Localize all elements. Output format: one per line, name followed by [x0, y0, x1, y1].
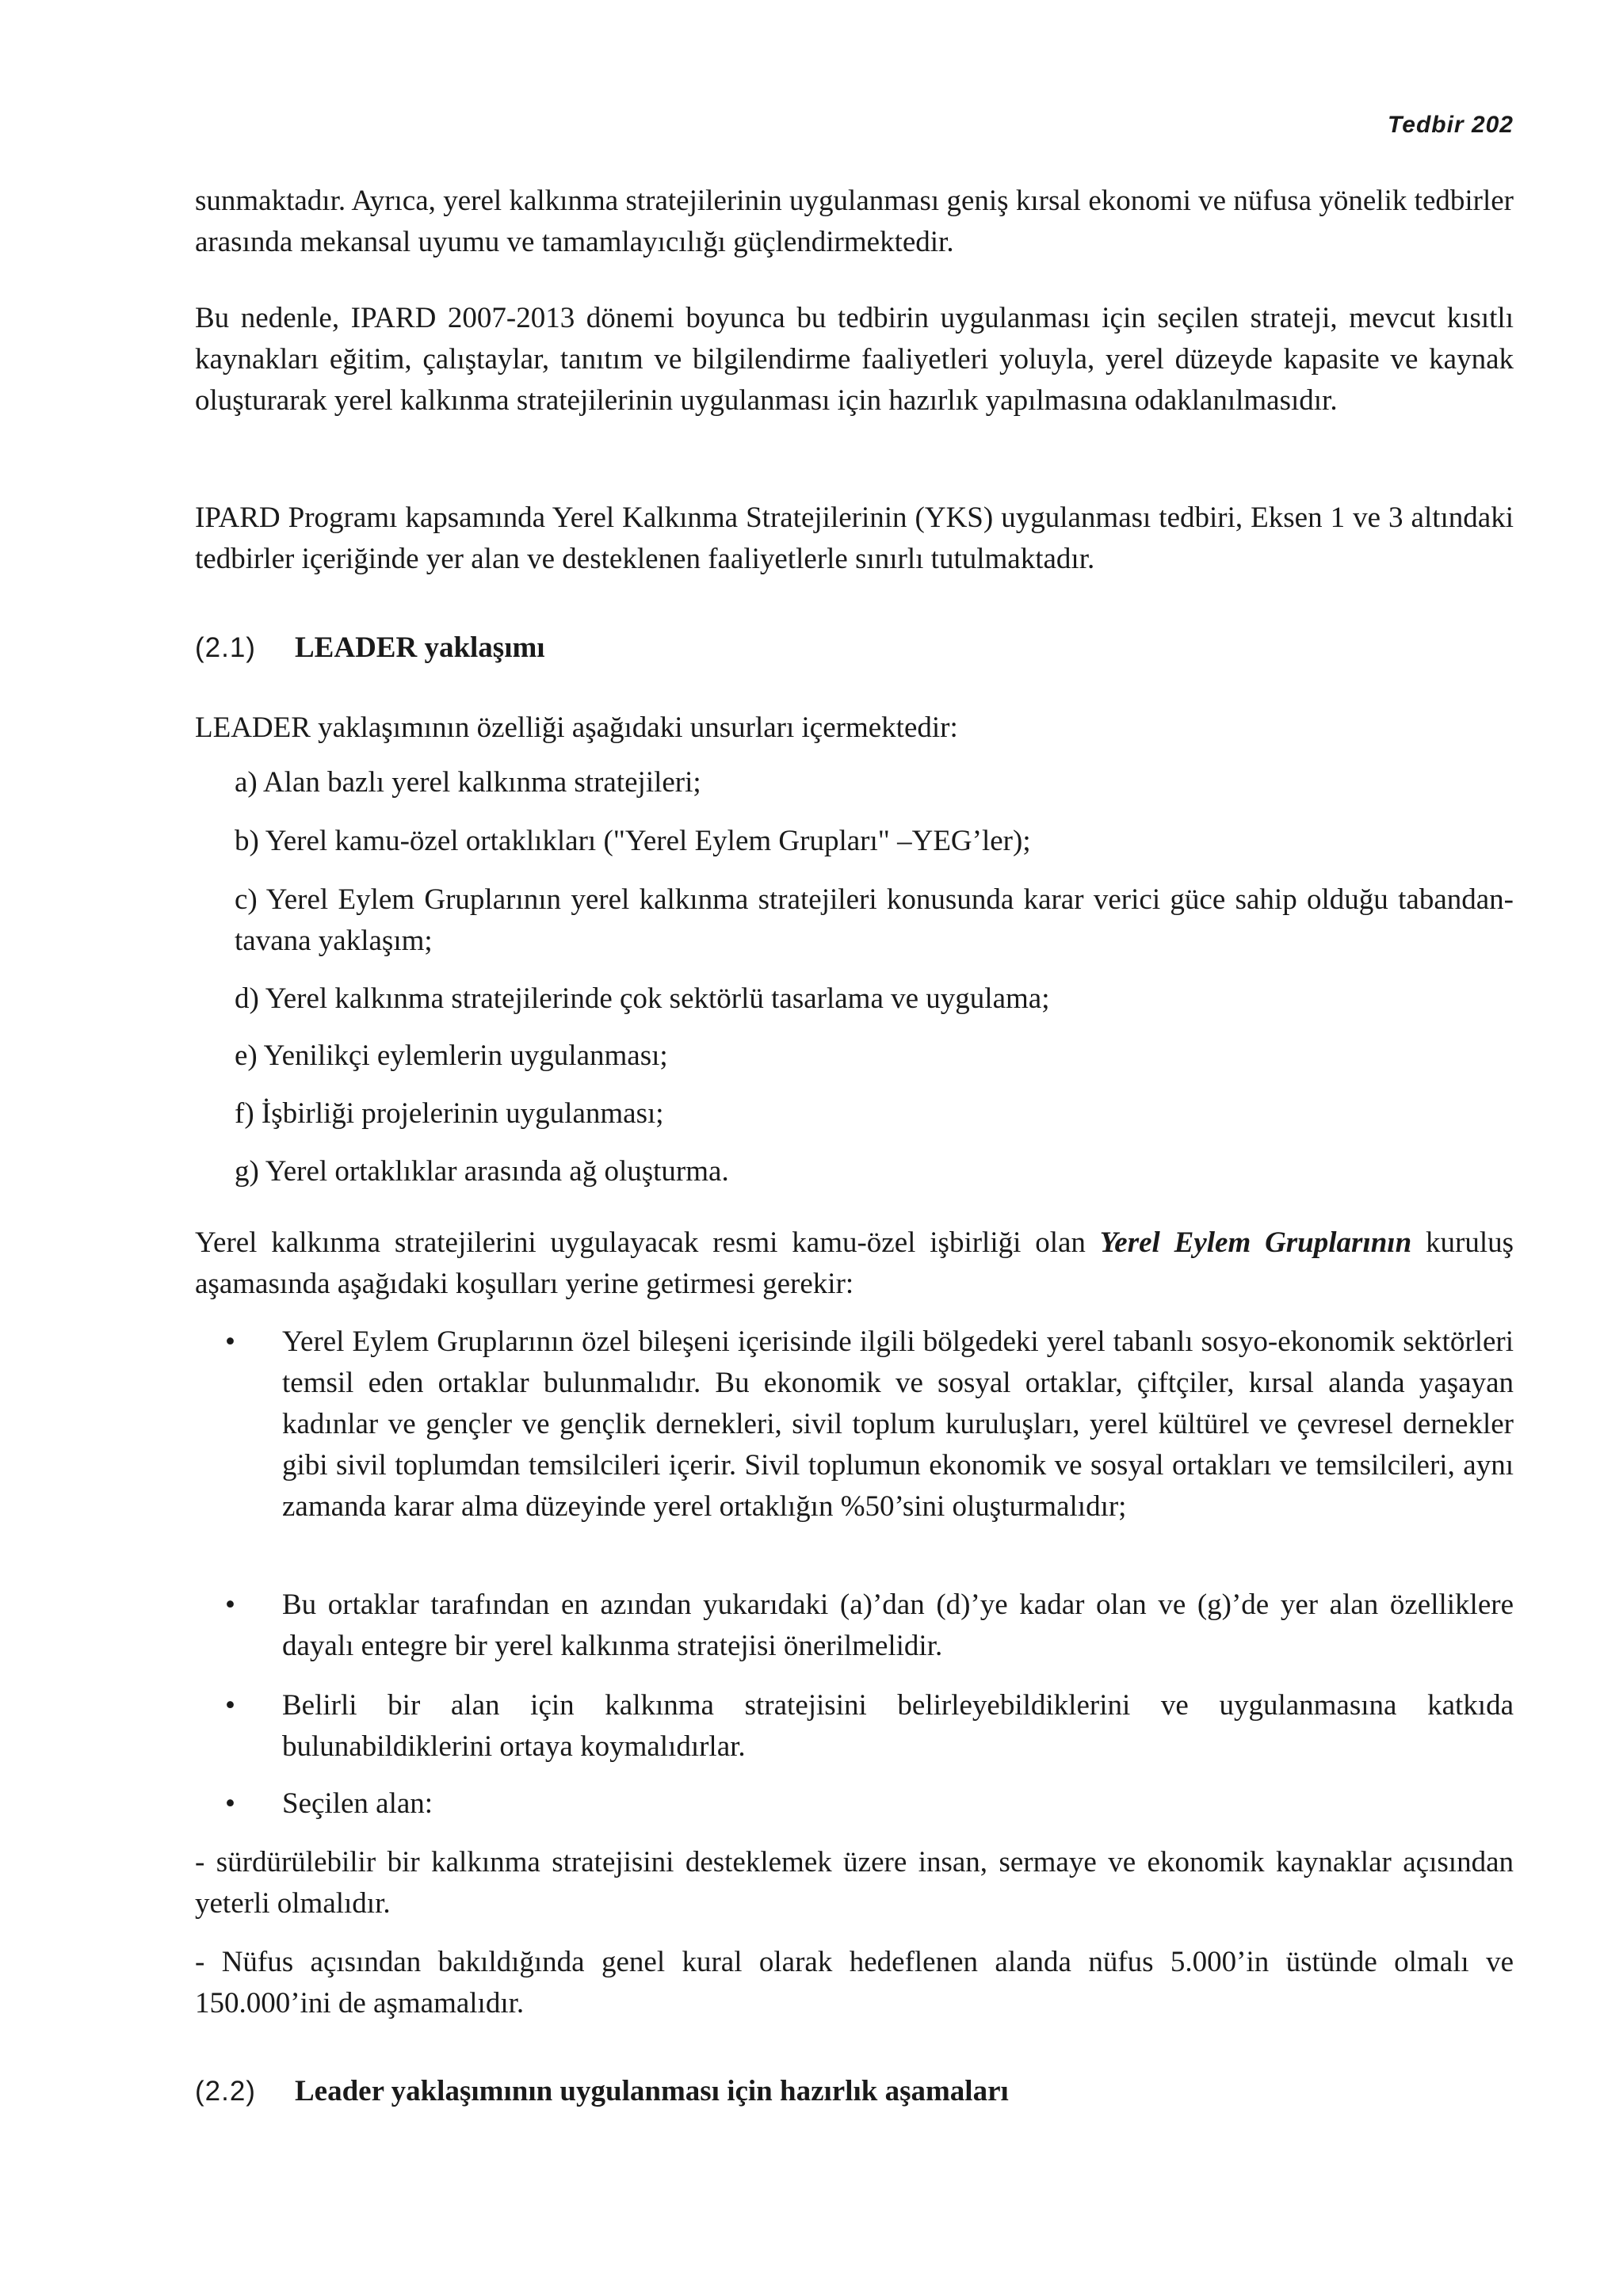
list-item-c: c) Yerel Eylem Gruplarının yerel kalkınma stratejileri konusunda karar verici güce sahip olduğu tabandan-tavana yaklaşım;	[235, 883, 1514, 957]
section-number: (2.1)	[195, 632, 256, 663]
list-item-d: d) Yerel kalkınma stratejilerinde çok sektörlü tasarlama ve uygulama;	[235, 982, 1050, 1015]
paragraph-ipard-scope: IPARD Programı kapsamında Yerel Kalkınma Stratejilerinin (YKS) uygulanması tedbiri, Eksen 1 ve 3 altındaki tedbirler içeriğinde yer alan ve desteklenen faaliyetlerle sınırlı tutulmaktadır.	[195, 502, 1514, 575]
dash-item: - sürdürülebilir bir kalkınma stratejisini desteklemek üzere insan, sermaye ve ekonomik kaynaklar açısından yeterli olmalıdır.	[195, 1846, 1514, 1920]
bullet-text: Yerel Eylem Gruplarının özel bileşeni içerisinde ilgili bölgedeki yerel tabanlı sosyo-ekonomik sektörleri temsil eden ortaklar bulunmalıdır. Bu ekonomik ve sosyal ortaklar, çiftçiler, kırsal alanda yaşayan kadınlar ve gençler ve gençlik dernekleri, sivil toplum kuruluşları, yerel kültürel ve çevresel dernekler gibi sivil toplumdan temsilcileri içerir. Sivil toplumun ekonomik ve sosyal ortakları ve temsilcileri, aynı zamanda karar alma düzeyinde yerel ortaklığın %50’sini oluşturmalıdır;	[282, 1325, 1514, 1523]
paragraph-strategy: Bu nedenle, IPARD 2007-2013 dönemi boyunca bu tedbirin uygulanması için seçilen strateji, mevcut kısıtlı kaynakları eğitim, çalıştaylar, tanıtım ve bilgilendirme faaliyetleri yoluyla, yerel düzeyde kapasite ve kaynak oluşturarak yerel kalkınma stratejilerinin uygulanması için hazırlık yapılmasına odaklanılmasıdır.	[195, 302, 1514, 417]
bullet-icon: •	[225, 1787, 235, 1820]
section-heading-2-1	[195, 627, 1514, 669]
emphasized-term: Yerel Eylem Gruplarının	[1099, 1226, 1412, 1259]
list-item-g: g) Yerel ortaklıklar arasında ağ oluşturma.	[235, 1155, 729, 1188]
bullet-text: Bu ortaklar tarafından en azından yukarıdaki (a)’dan (d)’ye kadar olan ve (g)’de yer alan özelliklere dayalı entegre bir yerel kalkınma stratejisi önerilmelidir.	[282, 1589, 1514, 1662]
bullet-item	[195, 1783, 1514, 1825]
dash-item: - Nüfus açısından bakıldığında genel kural olarak hedeflenen alanda nüfus 5.000’in üstünde olmalı ve 150.000’ini de aşmamalıdır.	[195, 1946, 1514, 2019]
bullet-item	[195, 1322, 1514, 1527]
page-header: Tedbir 202	[1388, 112, 1514, 138]
bullet-item	[195, 1585, 1514, 1667]
paragraph-leader-features: LEADER yaklaşımının özelliği aşağıdaki unsurları içermektedir:	[195, 711, 958, 744]
section-title: Leader yaklaşımının uygulanması için hazırlık aşamaları	[295, 2075, 1009, 2107]
bullet-icon: •	[225, 1325, 235, 1358]
bullet-icon: •	[225, 1589, 235, 1621]
list-item-a: a) Alan bazlı yerel kalkınma stratejileri;	[235, 766, 701, 799]
section-number: (2.2)	[195, 2076, 256, 2107]
list-item-f: f) İşbirliği projelerinin uygulanması;	[235, 1097, 664, 1130]
bullet-item	[195, 1685, 1514, 1768]
paragraph-text-end: kuruluş aşamasında aşağıdaki koşulları yerine getirmesi gerekir:	[195, 1226, 1514, 1300]
paragraph-intro-continuation: sunmaktadır. Ayrıca, yerel kalkınma stratejilerinin uygulanması geniş kırsal ekonomi ve nüfusa yönelik tedbirler arasında mekansal uyumu ve tamamlayıcılığı güçlendirmektedir.	[195, 185, 1514, 258]
list-item-e: e) Yenilikçi eylemlerin uygulanması;	[235, 1039, 668, 1072]
bullet-text: Belirli bir alan için kalkınma stratejisini belirleyebildiklerini ve uygulanmasına katkıda bulunabildiklerini ortaya koymalıdırlar.	[282, 1689, 1514, 1763]
section-title: LEADER yaklaşımı	[295, 631, 545, 664]
paragraph-local-action-groups	[195, 1222, 1514, 1305]
bullet-icon: •	[225, 1689, 235, 1722]
section-heading-2-2	[195, 2071, 1514, 2112]
paragraph-text-start: Yerel kalkınma stratejilerini uygulayacak resmi kamu-özel işbirliği olan	[195, 1226, 1100, 1259]
list-item-b: b) Yerel kamu-özel ortaklıkları ("Yerel Eylem Grupları" –YEG’ler);	[235, 825, 1031, 857]
bullet-text: Seçilen alan:	[282, 1787, 433, 1820]
